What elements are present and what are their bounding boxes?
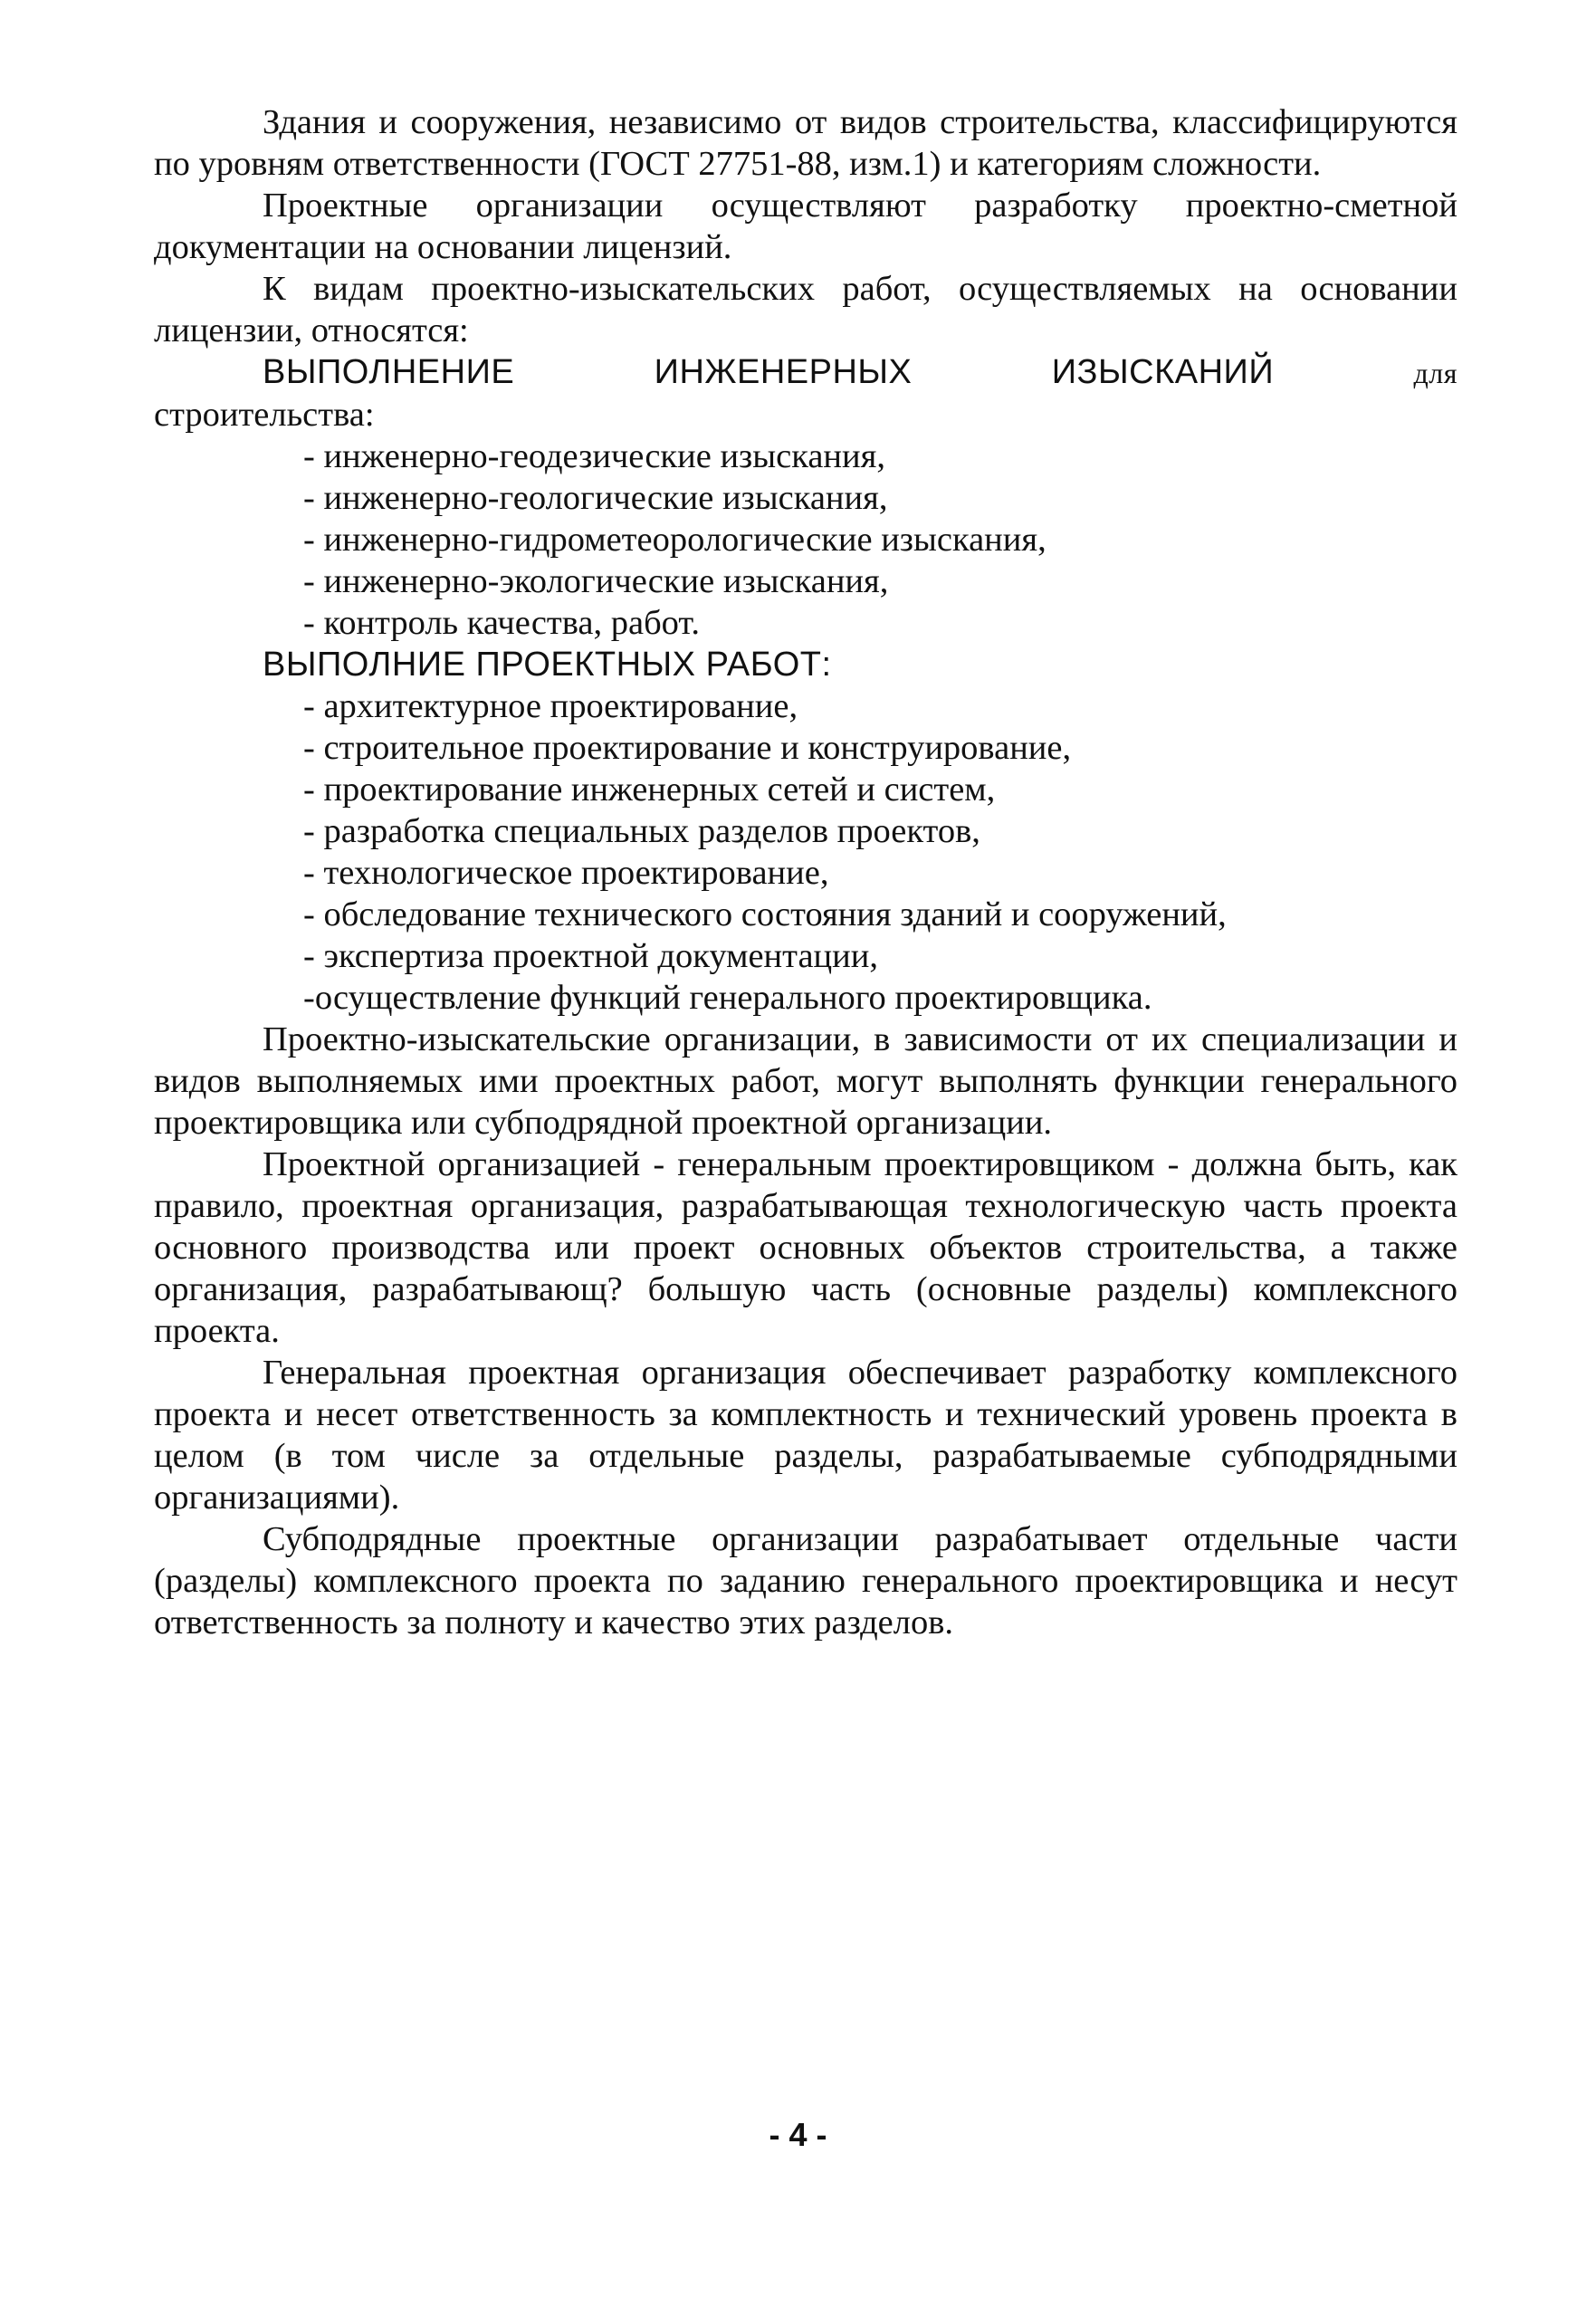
list-item: - проектирование инженерных сетей и систем,: [303, 769, 1457, 810]
survey-list: [154, 436, 1457, 644]
paragraph-subcontractors: Субподрядные проектные организации разрабатывает отдельные части (разделы) комплексного проекта по заданию генерального проектировщика и несут ответственность за полноту и качество этих разделов.: [154, 1520, 1457, 1642]
paragraph-general-designer: Проектной организацией - генеральным проектировщиком - должна быть, как правило, проектная организация, разрабатывающая технологическую часть проекта основного производства или проект основных объектов строительства, а также организация, разрабатывающ? большую часть (основные разделы) комплексного проекта.: [154, 1145, 1457, 1350]
list-item: - архитектурное проектирование,: [303, 685, 1457, 727]
list-item-last: -осуществление функций генерального проектировщика.: [303, 979, 1152, 1017]
heading-word: ВЫПОЛНЕНИЕ: [263, 353, 515, 391]
section-heading-surveys-continuation: строительства:: [154, 396, 375, 434]
list-item: - инженерно-геодезические изыскания,: [303, 436, 1457, 477]
list-item: - инженерно-экологические изыскания,: [303, 560, 1457, 602]
paragraph-work-types: К видам проектно-изыскательских работ, осуществляемых на основании лицензии, относятся:: [154, 270, 1457, 349]
section-heading-design-works: ВЫПОЛНИЕ ПРОЕКТНЫХ РАБОТ:: [263, 646, 832, 684]
list-item: - обследование технического состояния зданий и сооружений,: [303, 894, 1457, 935]
paragraph-classification: Здания и сооружения, независимо от видов строительства, классифицируются по уровням ответственности (ГОСТ 27751-88, изм.1) и категориям сложности.: [154, 103, 1457, 183]
document-body: [154, 101, 1457, 1643]
heading-word: ИНЖЕНЕРНЫХ: [654, 353, 913, 391]
heading-tail: для: [1413, 357, 1457, 389]
paragraph-licenses: Проектные организации осуществляют разработку проектно-сметной документации на основании лицензий.: [154, 187, 1457, 266]
paragraph-specialization: Проектно-изыскательские организации, в зависимости от их специализации и видов выполняемых ими проектных работ, могут выполнять функции генерального проектировщика или субподрядной проектной организации.: [154, 1020, 1457, 1142]
page-number: - 4 -: [769, 2116, 827, 2153]
list-item: - контроль качества, работ.: [303, 602, 1457, 644]
list-item: - инженерно-геологические изыскания,: [303, 477, 1457, 519]
heading-word: ИЗЫСКАНИЙ: [1051, 353, 1275, 391]
paragraph-general-organization: Генеральная проектная организация обеспечивает разработку комплексного проекта и несет ответственность за комплектность и технический уровень проекта в целом (в том числе за отдельные разделы, разрабатываемые субподрядными организациями).: [154, 1354, 1457, 1517]
list-item: - разработка специальных разделов проектов,: [303, 810, 1457, 852]
design-works-list: [154, 685, 1457, 977]
list-item: - экспертиза проектной документации,: [303, 935, 1457, 977]
list-item: - инженерно-гидрометеорологические изыскания,: [303, 519, 1457, 560]
section-heading-surveys: [154, 351, 1457, 394]
list-item: - строительное проектирование и конструирование,: [303, 727, 1457, 769]
list-item: - технологическое проектирование,: [303, 852, 1457, 894]
